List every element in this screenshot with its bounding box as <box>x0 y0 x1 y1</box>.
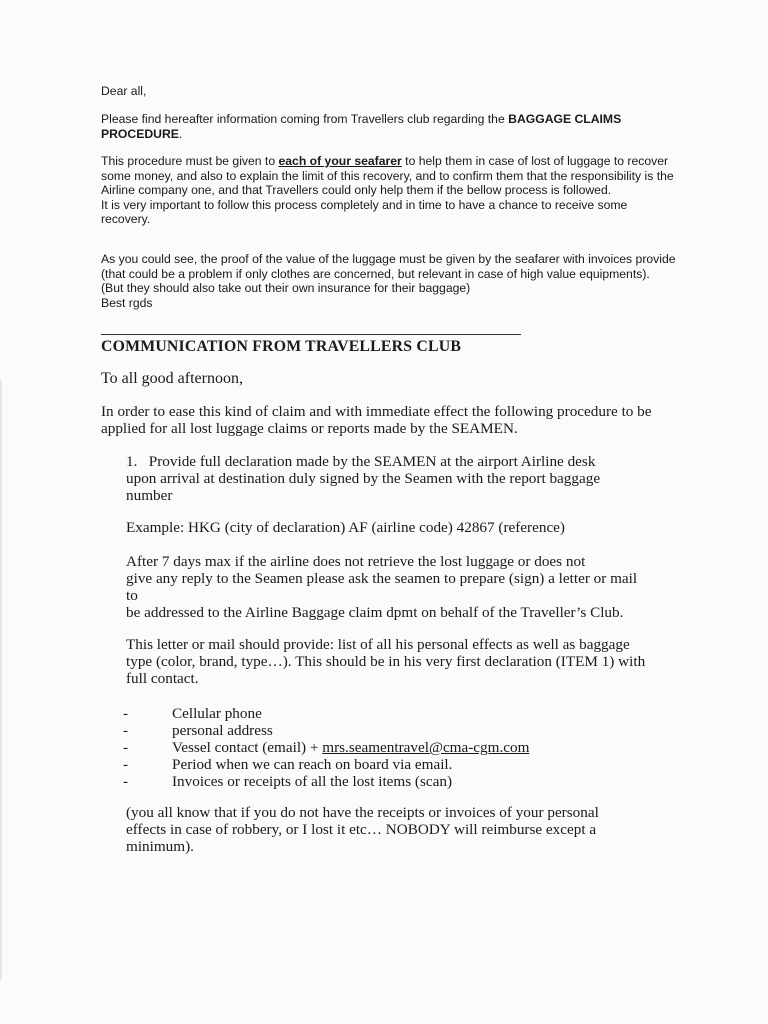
bullet-dash: - <box>123 773 129 790</box>
insurance-note: (But they should also take out their own insurance for their baggage) <box>101 281 471 295</box>
section-divider <box>101 334 521 335</box>
contact-requirements-list <box>123 705 643 790</box>
item-1-text: Provide full declaration made by the SEAMEN at the airport Airline desk upon arrival at destination duly signed by the Seamen with the report baggage number <box>126 453 601 504</box>
procedure-important: It is very important to follow this process completely and in time to have a chance to receive some recovery. <box>101 197 628 226</box>
email-intro <box>101 112 676 141</box>
email-link[interactable]: mrs.seamentravel@cma-cgm.com <box>322 739 530 756</box>
list-item-text <box>172 739 529 756</box>
list-item <box>123 756 643 773</box>
item-number: 1. <box>126 453 138 470</box>
communication-heading: COMMUNICATION FROM TRAVELLERS CLUB <box>101 338 462 355</box>
intro-period: . <box>178 126 183 141</box>
list-item <box>123 722 643 739</box>
list-item-text: Invoices or receipts of all the lost items (scan) <box>172 773 453 790</box>
communication-intro: In order to ease this kind of claim and with immediate effect the following procedure to be applied for all lost luggage claims or reports made by the SEAMEN. <box>101 403 652 437</box>
scan-edge-shadow <box>0 380 2 980</box>
intro-bold-procedure: BAGGAGE CLAIMS PROCEDURE <box>101 112 622 141</box>
after-line-3: to <box>126 587 138 604</box>
intro-text: Please find hereafter information coming from Travellers club regarding the <box>101 112 509 126</box>
procedure-item-1 <box>126 453 616 504</box>
proof-text: As you could see, the proof of the value of the luggage must be given by the seafarer with invoices provide (that could be a problem if only clothes are concerned, but relevant in case of high value equipments). <box>101 252 676 281</box>
bullet-dash: - <box>123 739 129 756</box>
receipts-warning: (you all know that if you do not have the receipts or invoices of your personal effects in case of robbery, or I lost it etc… NOBODY will reimburse except a minimum). <box>126 804 599 855</box>
list-item <box>123 773 643 790</box>
list-item <box>123 705 643 722</box>
bullet-dash: - <box>123 705 129 722</box>
procedure-pre: This procedure must be given to <box>101 154 279 168</box>
bullet-dash: - <box>123 756 129 773</box>
after-7-days-paragraph <box>126 553 656 621</box>
list-item-text: Cellular phone <box>172 705 262 722</box>
vessel-contact-label: Vessel contact (email) + <box>172 739 323 756</box>
after-line-2: give any reply to the Seamen please ask the seamen to prepare (sign) a letter or mail <box>126 570 638 587</box>
email-signoff: Best rgds <box>101 295 153 310</box>
list-item <box>123 739 643 756</box>
email-greeting: Dear all, <box>101 84 147 98</box>
procedure-post: to help them in case of lost of luggage to recover some money, and also to explain the limit of this recovery, and to confirm them that the responsibility is the Airline company one, and that Travellers could only help them if the bellow process is followed. <box>101 154 674 197</box>
email-procedure-paragraph <box>101 154 676 227</box>
letter-content-paragraph: This letter or mail should provide: list of all his personal effects as well as baggage type (color, brand, type…). This should be in his very first declaration (ITEM 1) with full contact. <box>126 636 646 687</box>
procedure-emphasis: each of your seafarer <box>278 154 402 168</box>
example-reference: Example: HKG (city of declaration) AF (airline code) 42867 (reference) <box>126 519 565 536</box>
after-line-4: be addressed to the Airline Baggage claim dpmt on behalf of the Traveller’s Club. <box>126 604 624 621</box>
list-item-text: Period when we can reach on board via email. <box>172 756 453 773</box>
after-line-1: After 7 days max if the airline does not retrieve the lost luggage or does not <box>126 553 586 570</box>
email-proof-paragraph <box>101 252 676 310</box>
procedure-text <box>101 154 676 198</box>
bullet-dash: - <box>123 722 129 739</box>
list-item-text: personal address <box>172 722 273 739</box>
communication-salutation: To all good afternoon, <box>101 370 243 387</box>
